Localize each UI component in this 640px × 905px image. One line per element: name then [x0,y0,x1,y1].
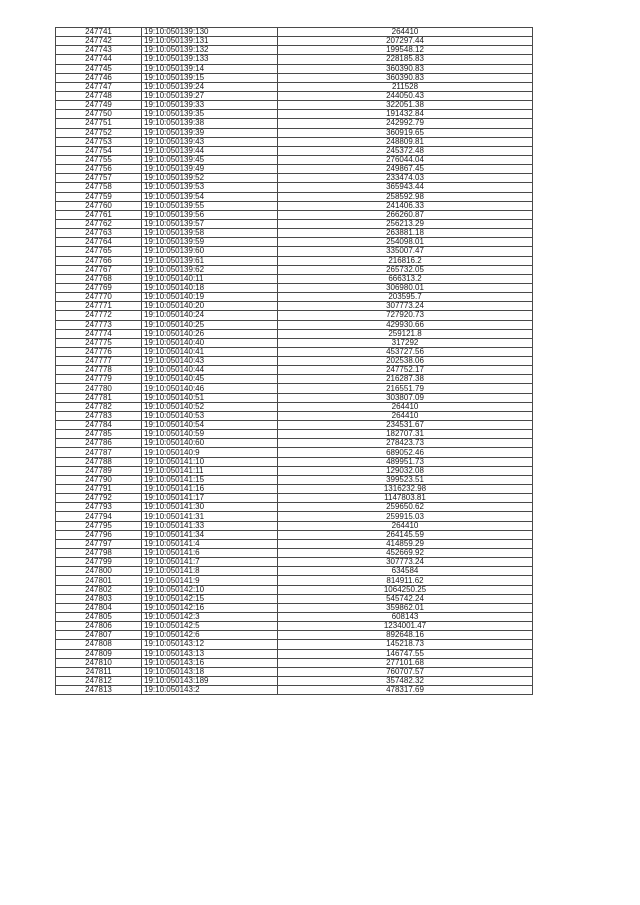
cadastral-number-cell: 19:10:050141:17 [142,494,278,503]
value-cell: 1064250.25 [278,585,533,594]
table-row [56,64,533,73]
row-id-cell: 247755 [56,155,142,164]
table-row [56,667,533,676]
value-cell: 228185.83 [278,55,533,64]
value-cell: 249867.45 [278,165,533,174]
cadastral-number-cell: 19:10:050141:9 [142,576,278,585]
value-cell: 545742.24 [278,594,533,603]
cadastral-number-cell: 19:10:050139:133 [142,55,278,64]
cadastral-number-cell: 19:10:050140:59 [142,430,278,439]
value-cell: 146747.55 [278,649,533,658]
row-id-cell: 247797 [56,539,142,548]
table-body [56,28,533,695]
value-cell: 263881.18 [278,229,533,238]
row-id-cell: 247762 [56,219,142,228]
table-row [56,265,533,274]
cadastral-number-cell: 19:10:050139:62 [142,265,278,274]
table-row [56,448,533,457]
cadastral-number-cell: 19:10:050140:43 [142,357,278,366]
value-cell: 814911.62 [278,576,533,585]
table-row [56,585,533,594]
table-row [56,384,533,393]
cadastral-number-cell: 19:10:050139:33 [142,101,278,110]
row-id-cell: 247754 [56,146,142,155]
value-cell: 1147803.81 [278,494,533,503]
cadastral-number-cell: 19:10:050142:10 [142,585,278,594]
value-cell: 264410 [278,411,533,420]
row-id-cell: 247761 [56,210,142,219]
row-id-cell: 247778 [56,366,142,375]
row-id-cell: 247760 [56,201,142,210]
cadastral-number-cell: 19:10:050140:60 [142,439,278,448]
row-id-cell: 247787 [56,448,142,457]
table-row [56,302,533,311]
table-row [56,494,533,503]
row-id-cell: 247807 [56,631,142,640]
value-cell: 452669.92 [278,549,533,558]
row-id-cell: 247777 [56,357,142,366]
row-id-cell: 247806 [56,622,142,631]
value-cell: 264410 [278,402,533,411]
cadastral-number-cell: 19:10:050143:16 [142,658,278,667]
row-id-cell: 247748 [56,91,142,100]
cadastral-number-cell: 19:10:050140:41 [142,347,278,356]
table-row [56,594,533,603]
value-cell: 307773.24 [278,302,533,311]
table-row [56,411,533,420]
row-id-cell: 247780 [56,384,142,393]
cadastral-number-cell: 19:10:050139:43 [142,137,278,146]
row-id-cell: 247801 [56,576,142,585]
value-cell: 489951.73 [278,457,533,466]
value-cell: 429930.66 [278,320,533,329]
cadastral-number-cell: 19:10:050139:61 [142,256,278,265]
table-row [56,210,533,219]
value-cell: 276044.04 [278,155,533,164]
value-cell: 191432.84 [278,110,533,119]
value-cell: 278423.73 [278,439,533,448]
table-row [56,421,533,430]
value-cell: 365943.44 [278,183,533,192]
table-row [56,119,533,128]
cadastral-number-cell: 19:10:050139:45 [142,155,278,164]
cadastral-number-cell: 19:10:050139:57 [142,219,278,228]
row-id-cell: 247781 [56,393,142,402]
cadastral-number-cell: 19:10:050139:55 [142,201,278,210]
cadastral-number-cell: 19:10:050141:11 [142,466,278,475]
value-cell: 245372.48 [278,146,533,155]
table-row [56,55,533,64]
value-cell: 414859.29 [278,539,533,548]
row-id-cell: 247759 [56,192,142,201]
cadastral-number-cell: 19:10:050139:38 [142,119,278,128]
cadastral-number-cell: 19:10:050139:59 [142,238,278,247]
row-id-cell: 247741 [56,28,142,37]
cadastral-number-cell: 19:10:050139:14 [142,64,278,73]
table-row [56,146,533,155]
cadastral-number-cell: 19:10:050141:15 [142,475,278,484]
table-row [56,192,533,201]
value-cell: 307773.24 [278,558,533,567]
value-cell: 322051.38 [278,101,533,110]
cadastral-number-cell: 19:10:050139:44 [142,146,278,155]
table-row [56,649,533,658]
row-id-cell: 247798 [56,549,142,558]
row-id-cell: 247758 [56,183,142,192]
row-id-cell: 247800 [56,567,142,576]
value-cell: 1234001.47 [278,622,533,631]
table-row [56,549,533,558]
cadastral-number-cell: 19:10:050142:5 [142,622,278,631]
value-cell: 399523.51 [278,475,533,484]
cadastral-number-cell: 19:10:050142:16 [142,603,278,612]
cadastral-number-cell: 19:10:050139:15 [142,73,278,82]
cadastral-number-cell: 19:10:050143:189 [142,676,278,685]
row-id-cell: 247768 [56,274,142,283]
row-id-cell: 247774 [56,329,142,338]
value-cell: 264410 [278,28,533,37]
table-row [56,256,533,265]
table-row [56,91,533,100]
row-id-cell: 247783 [56,411,142,420]
value-cell: 259650.62 [278,503,533,512]
table-row [56,28,533,37]
table-row [56,402,533,411]
value-cell: 760707.57 [278,667,533,676]
row-id-cell: 247784 [56,421,142,430]
cadastral-number-cell: 19:10:050139:60 [142,247,278,256]
table-row [56,229,533,238]
table-row [56,521,533,530]
cadastral-number-cell: 19:10:050143:13 [142,649,278,658]
value-cell: 241406.33 [278,201,533,210]
row-id-cell: 247767 [56,265,142,274]
value-cell: 453727.56 [278,347,533,356]
value-cell: 207297.44 [278,37,533,46]
row-id-cell: 247744 [56,55,142,64]
value-cell: 360919.65 [278,128,533,137]
row-id-cell: 247771 [56,302,142,311]
cadastral-number-cell: 19:10:050140:45 [142,375,278,384]
table-row [56,430,533,439]
cadastral-number-cell: 19:10:050142:6 [142,631,278,640]
value-cell: 233474.03 [278,174,533,183]
row-id-cell: 247776 [56,347,142,356]
table-row [56,283,533,292]
row-id-cell: 247745 [56,64,142,73]
cadastral-number-cell: 19:10:050140:26 [142,329,278,338]
value-cell: 478317.69 [278,686,533,695]
value-cell: 357482.32 [278,676,533,685]
table-row [56,686,533,695]
table-row [56,320,533,329]
row-id-cell: 247795 [56,521,142,530]
cadastral-number-cell: 19:10:050139:27 [142,91,278,100]
row-id-cell: 247742 [56,37,142,46]
table-row [56,37,533,46]
row-id-cell: 247809 [56,649,142,658]
cadastral-number-cell: 19:10:050140:40 [142,338,278,347]
row-id-cell: 247757 [56,174,142,183]
cadastral-number-cell: 19:10:050141:6 [142,549,278,558]
row-id-cell: 247779 [56,375,142,384]
table-row [56,183,533,192]
row-id-cell: 247752 [56,128,142,137]
value-cell: 360390.83 [278,73,533,82]
cadastral-number-cell: 19:10:050141:31 [142,512,278,521]
table-row [56,530,533,539]
table-row [56,503,533,512]
cadastral-number-cell: 19:10:050141:7 [142,558,278,567]
value-cell: 264145.59 [278,530,533,539]
row-id-cell: 247770 [56,293,142,302]
row-id-cell: 247792 [56,494,142,503]
table-row [56,238,533,247]
row-id-cell: 247764 [56,238,142,247]
table-row [56,466,533,475]
row-id-cell: 247789 [56,466,142,475]
value-cell: 182707.31 [278,430,533,439]
row-id-cell: 247788 [56,457,142,466]
value-cell: 216287.38 [278,375,533,384]
row-id-cell: 247747 [56,82,142,91]
row-id-cell: 247810 [56,658,142,667]
document-page [55,27,532,695]
value-cell: 202538.06 [278,357,533,366]
value-cell: 265732.05 [278,265,533,274]
table-row [56,338,533,347]
row-id-cell: 247766 [56,256,142,265]
cadastral-number-cell: 19:10:050140:46 [142,384,278,393]
cadastral-number-cell: 19:10:050143:12 [142,640,278,649]
cadastral-number-cell: 19:10:050139:132 [142,46,278,55]
cadastral-number-cell: 19:10:050141:33 [142,521,278,530]
table-row [56,512,533,521]
value-cell: 247752.17 [278,366,533,375]
row-id-cell: 247813 [56,686,142,695]
table-row [56,631,533,640]
value-cell: 608143 [278,613,533,622]
value-cell: 259915.03 [278,512,533,521]
table-row [56,82,533,91]
cadastral-number-cell: 19:10:050142:3 [142,613,278,622]
table-row [56,311,533,320]
row-id-cell: 247751 [56,119,142,128]
value-cell: 259121.8 [278,329,533,338]
row-id-cell: 247756 [56,165,142,174]
cadastral-number-cell: 19:10:050139:58 [142,229,278,238]
cadastral-number-cell: 19:10:050139:131 [142,37,278,46]
table-row [56,457,533,466]
cadastral-number-cell: 19:10:050143:2 [142,686,278,695]
table-row [56,375,533,384]
table-row [56,293,533,302]
cadastral-number-cell: 19:10:050139:56 [142,210,278,219]
table-row [56,137,533,146]
cadastral-number-cell: 19:10:050140:18 [142,283,278,292]
value-cell: 216816.2 [278,256,533,265]
cadastral-value-table [55,27,533,695]
table-row [56,567,533,576]
cadastral-number-cell: 19:10:050141:34 [142,530,278,539]
table-row [56,603,533,612]
table-row [56,110,533,119]
value-cell: 248809.81 [278,137,533,146]
table-row [56,73,533,82]
value-cell: 1316232.98 [278,485,533,494]
table-row [56,439,533,448]
cadastral-number-cell: 19:10:050141:4 [142,539,278,548]
value-cell: 234531.67 [278,421,533,430]
table-row [56,366,533,375]
value-cell: 360390.83 [278,64,533,73]
cadastral-number-cell: 19:10:050139:52 [142,174,278,183]
cadastral-number-cell: 19:10:050140:51 [142,393,278,402]
row-id-cell: 247803 [56,594,142,603]
table-row [56,155,533,164]
cadastral-number-cell: 19:10:050140:52 [142,402,278,411]
row-id-cell: 247791 [56,485,142,494]
value-cell: 145218.73 [278,640,533,649]
row-id-cell: 247812 [56,676,142,685]
row-id-cell: 247753 [56,137,142,146]
row-id-cell: 247782 [56,402,142,411]
value-cell: 258592.98 [278,192,533,201]
table-row [56,329,533,338]
table-row [56,658,533,667]
cadastral-number-cell: 19:10:050140:9 [142,448,278,457]
row-id-cell: 247763 [56,229,142,238]
cadastral-number-cell: 19:10:050141:8 [142,567,278,576]
cadastral-number-cell: 19:10:050139:130 [142,28,278,37]
value-cell: 203595.7 [278,293,533,302]
cadastral-number-cell: 19:10:050143:18 [142,667,278,676]
table-row [56,485,533,494]
row-id-cell: 247772 [56,311,142,320]
row-id-cell: 247750 [56,110,142,119]
row-id-cell: 247793 [56,503,142,512]
row-id-cell: 247799 [56,558,142,567]
table-row [56,128,533,137]
value-cell: 242992.79 [278,119,533,128]
value-cell: 266260.87 [278,210,533,219]
value-cell: 689052.46 [278,448,533,457]
row-id-cell: 247802 [56,585,142,594]
table-row [56,640,533,649]
row-id-cell: 247765 [56,247,142,256]
cadastral-number-cell: 19:10:050139:39 [142,128,278,137]
value-cell: 244050.43 [278,91,533,100]
row-id-cell: 247773 [56,320,142,329]
cadastral-number-cell: 19:10:050139:35 [142,110,278,119]
value-cell: 277101.68 [278,658,533,667]
table-row [56,201,533,210]
value-cell: 892648.16 [278,631,533,640]
value-cell: 264410 [278,521,533,530]
value-cell: 634584 [278,567,533,576]
table-row [56,613,533,622]
table-row [56,347,533,356]
row-id-cell: 247811 [56,667,142,676]
row-id-cell: 247749 [56,101,142,110]
cadastral-number-cell: 19:10:050141:16 [142,485,278,494]
table-row [56,165,533,174]
table-row [56,357,533,366]
value-cell: 254098.01 [278,238,533,247]
row-id-cell: 247794 [56,512,142,521]
cadastral-number-cell: 19:10:050140:20 [142,302,278,311]
table-row [56,174,533,183]
table-row [56,101,533,110]
row-id-cell: 247804 [56,603,142,612]
cadastral-number-cell: 19:10:050139:24 [142,82,278,91]
value-cell: 666313.2 [278,274,533,283]
row-id-cell: 247746 [56,73,142,82]
value-cell: 129032.08 [278,466,533,475]
cadastral-number-cell: 19:10:050141:30 [142,503,278,512]
value-cell: 256213.29 [278,219,533,228]
table-row [56,274,533,283]
value-cell: 359862.01 [278,603,533,612]
cadastral-number-cell: 19:10:050140:53 [142,411,278,420]
cadastral-number-cell: 19:10:050140:24 [142,311,278,320]
cadastral-number-cell: 19:10:050141:10 [142,457,278,466]
cadastral-number-cell: 19:10:050140:54 [142,421,278,430]
table-row [56,393,533,402]
table-row [56,475,533,484]
cadastral-number-cell: 19:10:050140:44 [142,366,278,375]
cadastral-number-cell: 19:10:050140:19 [142,293,278,302]
row-id-cell: 247796 [56,530,142,539]
table-row [56,576,533,585]
table-row [56,219,533,228]
value-cell: 317292 [278,338,533,347]
value-cell: 199548.12 [278,46,533,55]
row-id-cell: 247785 [56,430,142,439]
row-id-cell: 247805 [56,613,142,622]
row-id-cell: 247775 [56,338,142,347]
cadastral-number-cell: 19:10:050139:53 [142,183,278,192]
table-row [56,622,533,631]
cadastral-number-cell: 19:10:050139:49 [142,165,278,174]
row-id-cell: 247786 [56,439,142,448]
row-id-cell: 247808 [56,640,142,649]
row-id-cell: 247790 [56,475,142,484]
value-cell: 211528 [278,82,533,91]
value-cell: 216551.79 [278,384,533,393]
value-cell: 335007.47 [278,247,533,256]
row-id-cell: 247769 [56,283,142,292]
table-row [56,247,533,256]
cadastral-number-cell: 19:10:050140:11 [142,274,278,283]
value-cell: 306980.01 [278,283,533,292]
cadastral-number-cell: 19:10:050139:54 [142,192,278,201]
table-row [56,676,533,685]
value-cell: 727920.73 [278,311,533,320]
table-row [56,558,533,567]
cadastral-number-cell: 19:10:050140:25 [142,320,278,329]
table-row [56,46,533,55]
cadastral-number-cell: 19:10:050142:15 [142,594,278,603]
row-id-cell: 247743 [56,46,142,55]
table-row [56,539,533,548]
value-cell: 303807.09 [278,393,533,402]
